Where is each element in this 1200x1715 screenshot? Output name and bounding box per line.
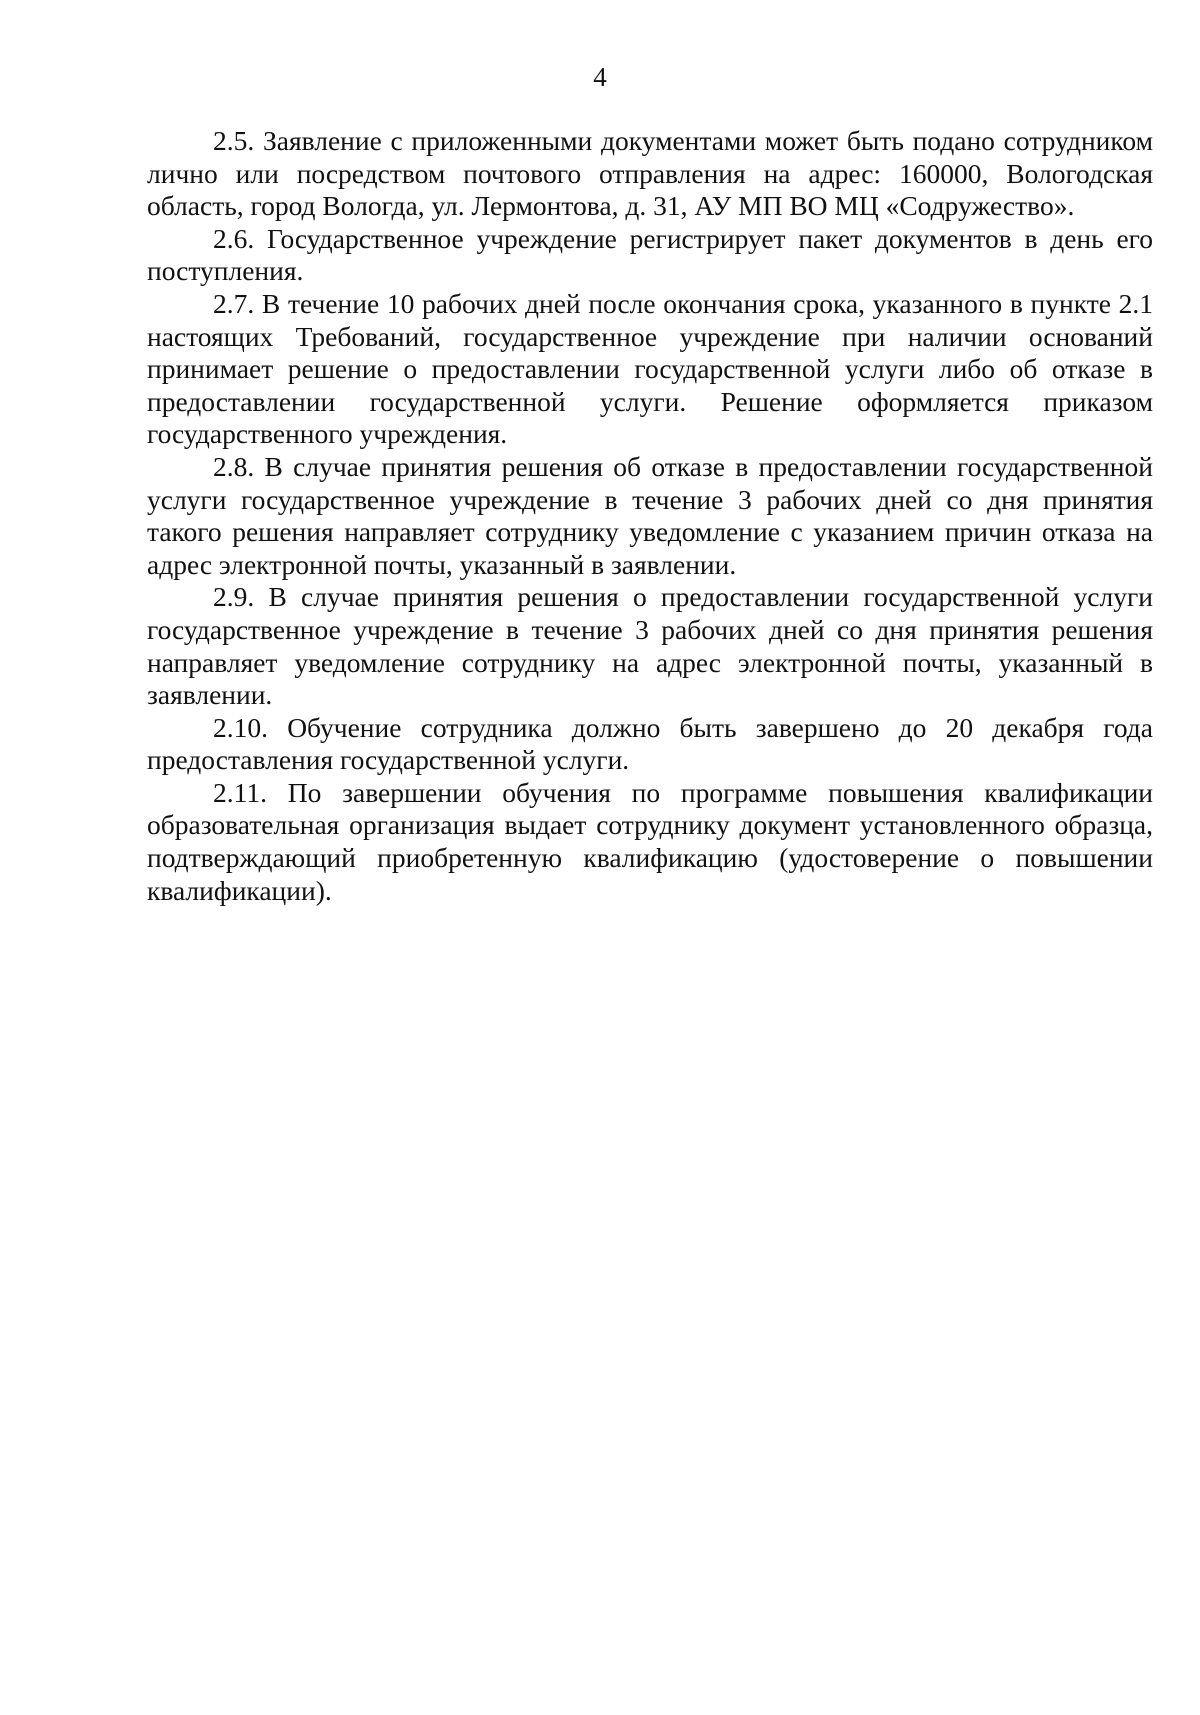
page-number: 4 bbox=[593, 62, 607, 92]
paragraph-2-11: 2.11. По завершении обучения по программе повышения квалификации образовательная организация выдает сотруднику документ установленного образца, подтверждающий приобретенную квалификацию (удостоверение о повышении квалификации). bbox=[147, 776, 1153, 906]
paragraph-2-7: 2.7. В течение 10 рабочих дней после окончания срока, указанного в пункте 2.1 настоящих Требований, государственное учреждение при наличии оснований принимает решение о предоставлении государственной услуги либо об отказе в предоставлении государственной услуги. Решение оформляется приказом государственного учреждения. bbox=[147, 287, 1153, 450]
paragraph-2-8: 2.8. В случае принятия решения об отказе в предоставлении государственной услуги государственное учреждение в течение 3 рабочих дней со дня принятия такого решения направляет сотруднику уведомление с указанием причин отказа на адрес электронной почты, указанный в заявлении. bbox=[147, 450, 1153, 580]
document-body bbox=[147, 125, 1153, 907]
paragraph-2-10: 2.10. Обучение сотрудника должно быть завершено до 20 декабря года предоставления государственной услуги. bbox=[147, 711, 1153, 776]
paragraph-2-6: 2.6. Государственное учреждение регистрирует пакет документов в день его поступления. bbox=[147, 222, 1153, 287]
paragraph-2-9: 2.9. В случае принятия решения о предоставлении государственной услуги государственное учреждение в течение 3 рабочих дней со дня принятия решения направляет уведомление сотруднику на адрес электронной почты, указанный в заявлении. bbox=[147, 581, 1153, 711]
paragraph-2-5: 2.5. Заявление с приложенными документами может быть подано сотрудником лично или посредством почтового отправления на адрес: 160000, Вологодская область, город Вологда, ул. Лермонтова, д. 31, АУ МП ВО МЦ «Содружество». bbox=[147, 125, 1153, 222]
